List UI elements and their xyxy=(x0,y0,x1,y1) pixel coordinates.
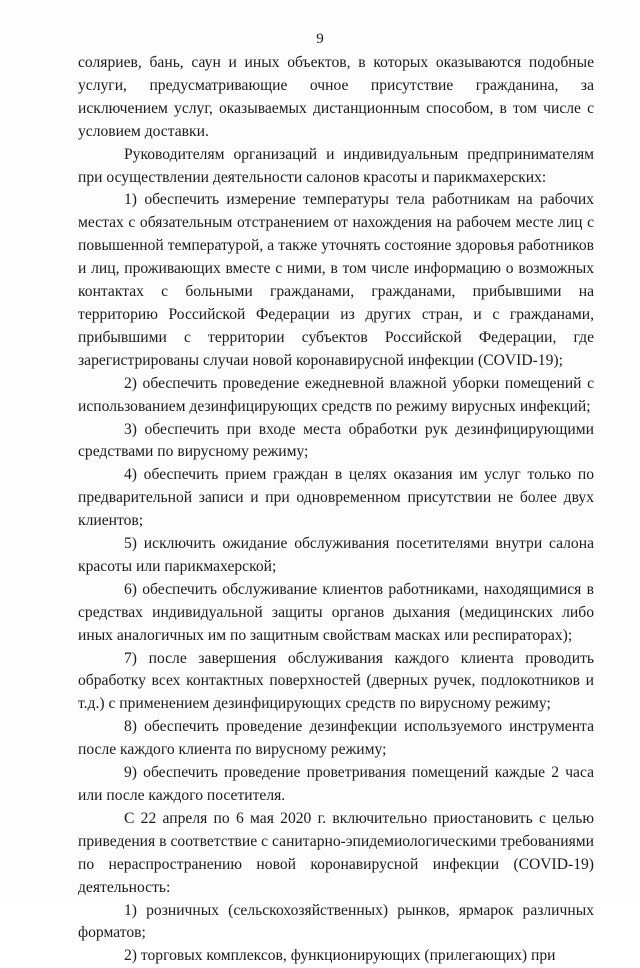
list-item-5-no-waiting: 5) исключить ожидание обслуживания посетителями внутри салона красоты или парикмахерской; xyxy=(78,535,594,575)
list-item-4-appointments: 4) обеспечить прием граждан в целях оказания им услуг только по предварительной записи и при одновременном присутствии не более двух клиентов; xyxy=(78,466,594,530)
paragraph-salon-heading: Руководителям организаций и индивидуальным предпринимателям при осуществлении деятельности салонов красоты и парикмахерских: xyxy=(78,145,594,186)
list-item-9-ventilation: 9) обеспечить проведение проветривания помещений каждые 2 часа или после каждого посетителя. xyxy=(78,764,594,804)
list-item-8-instrument-disinfection: 8) обеспечить проведение дезинфекции используемого инструмента после каждого клиента по вирусному режиму; xyxy=(78,718,594,759)
list-item-3-hand-sanitizing: 3) обеспечить при входе места обработки рук дезинфицирующими средствами по вирусному режиму; xyxy=(78,420,594,461)
paragraph-continuation: соляриев, бань, саун и иных объектов, в которых оказываются подобные услуги, предусматривающие очное присутствие гражданина, за исключением услуг, оказываемых дистанционным способом, в том числе с условием доставки. xyxy=(78,54,594,140)
paragraph-suspension: С 22 апреля по 6 мая 2020 г. включительно приостановить с целью приведения в соответствие с санитарно-эпидемиологическими требованиями по нераспространению новой коронавирусной инфекции (COVID-19) деятельность: xyxy=(78,809,594,896)
list-item-1-temperature: 1) обеспечить измерение температуры тела работникам на рабочих местах с обязательным отстранением от нахождения на рабочем месте лиц с повышенной температурой, а также уточнять состояние здоровья работников и лиц, проживающих вместе с ними, в том числе информацию о возможных контактах с больными гражданами, гражданами, прибывшими на территорию Российской Федерации из других стран, и с гражданами, прибывшими с территории субъектов Российской Федерации, где зарегистрированы случаи новой коронавирусной инфекции (COVID-19); xyxy=(78,191,594,369)
suspension-item-2-trade-complexes: 2) торговых комплексов, функционирующих (прилегающих) при xyxy=(124,947,556,965)
page-number: 9 xyxy=(316,31,324,47)
list-item-2-cleaning: 2) обеспечить проведение ежедневной влажной уборки помещений с использованием дезинфицирующих средств по режиму вирусных инфекций; xyxy=(78,374,594,415)
suspension-item-1-markets: 1) розничных (сельскохозяйственных) рынков, ярмарок различных форматов; xyxy=(78,901,594,942)
document-body xyxy=(78,52,594,968)
list-item-6-masks: 6) обеспечить обслуживание клиентов работниками, находящимися в средствах индивидуальной защиты органов дыхания (медицинских либо иных аналогичных им по защитным свойствам масках или респираторах); xyxy=(78,580,594,644)
list-item-7-surface-treatment: 7) после завершения обслуживания каждого клиента проводить обработку всех контактных поверхностей (дверных ручек, подлокотников и т.д.) с применением дезинфицирующих средств по вирусному режиму; xyxy=(78,649,594,713)
